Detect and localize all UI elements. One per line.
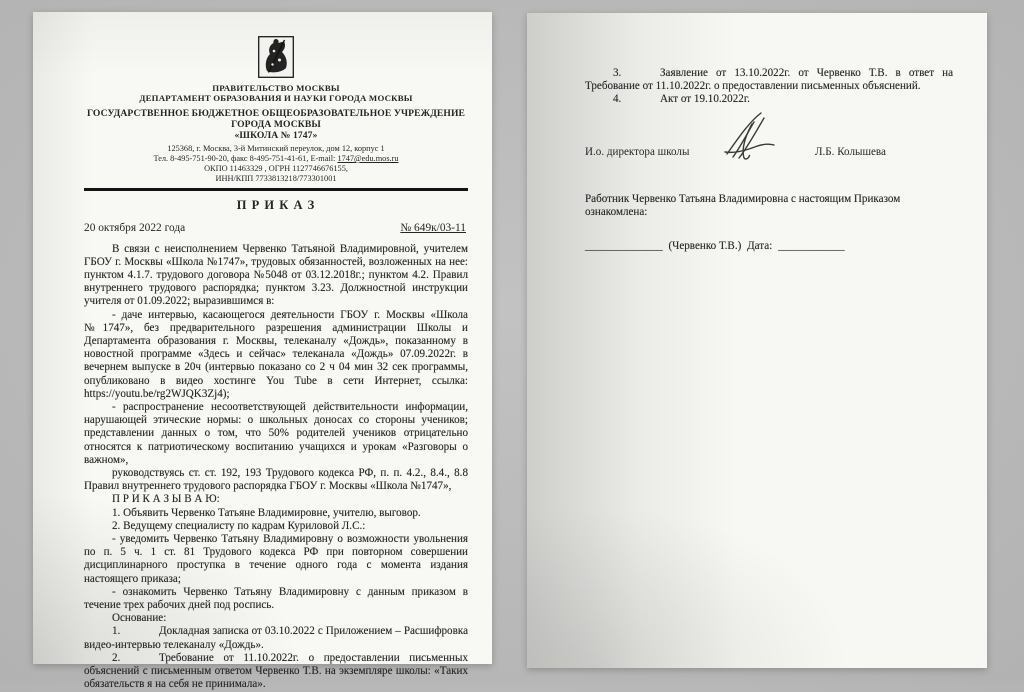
body-paragraph: руководствуясь ст. ст. 192, 193 Трудового кодекса РФ, п. п. 4.2., 8.4., 8.8 Правил внутреннего трудового распорядка ГБОУ г. Москвы «Школа №1747», [84,467,468,493]
basis-item-number: 2. [112,651,121,664]
acknowledgment-sign-line [585,240,953,253]
body-paragraph: 2. Ведущему специалисту по кадрам Куриловой Л.С.: [112,519,366,532]
body-paragraph: В связи с неисполнением Червенко Татьяной Владимировной, учителем ГБОУ г. Москвы «Школа №1747», трудовых обязанностей, возложенных на нее: пунктом 4.1.7. трудового договора №5048 от 03.12.2018г.; пунктом 4.2. Правил внутреннего трудового распорядка; пунктом 3.23. Должностной инструкции учителя от 01.09.2022; выразившимся в: [84,242,468,308]
org-name-line-1: ГОСУДАРСТВЕННОЕ БЮДЖЕТНОЕ ОБЩЕОБРАЗОВАТЕЛЬНОЕ УЧРЕЖДЕНИЕ [86,108,466,119]
order-verb-line: П Р И К А З Ы В А Ю: [112,493,220,506]
basis-item [585,93,953,106]
document-page-2 [527,13,987,668]
date-label: Дата: [747,240,773,253]
date-number-row [84,222,468,234]
org-name-line-2: ГОРОДА МОСКВЫ [231,119,321,130]
body-paragraph: - распространение несоответствующей действительности информации, нарушающей этические нормы: о школьных доносах со стороны учеников; представлении данных о том, что 50% родителей учеников отрицательно относятся к патриотическому воспитанию учащихся и урокам «Разговоры о важном», [84,401,468,466]
signature-block [585,146,953,162]
order-body [84,243,468,692]
org-codes-line-1: ОКПО 11463329 , ОГРН 1127746676155, [204,164,348,173]
order-title: П Р И К А З [236,197,316,212]
signature-blank: ______________ [585,240,663,253]
basis-item [585,67,953,93]
org-address: 125368, г. Москва, 3-й Митинский переулок, дом 12, корпус 1 [167,144,385,153]
date-blank: ____________ [778,240,845,253]
basis-item [84,625,468,651]
basis-item-number: 4. [613,93,622,106]
org-codes-line-2: ИНН/КПП 7733813218/773301001 [215,174,337,183]
basis-item [84,652,468,692]
order-number: № 649к/03-11 [400,221,466,234]
body-paragraph: - уведомить Червенко Татьяну Владимировну о возможности увольнения по п. 5 ч. 1 ст. 81 Трудового кодекса РФ при повторном совершении дисциплинарного проступка в течение одного года с момента издания настоящего приказа; [84,533,468,585]
document-page-1 [33,12,492,691]
basis-item-text: Заявление от 13.10.2022г. от Червенко Т.В. в ответ на Требование от 11.10.2022г. о предоставлении письменных объяснений. [585,67,953,93]
basis-item-text: Докладная записка от 03.10.2022 с Приложением – Расшифровка видео-интервью телеканалу «Дождь». [84,625,468,651]
header-divider [84,188,468,191]
body-paragraph: 1. Объявить Червенко Татьяне Владимировне, учителю, выговор. [112,506,421,519]
body-paragraph: - даче интервью, касающегося деятельности ГБОУ г. Москвы «Школа №1747», без предварительного разрешения администрации Школы и Департамента образования г. Москвы, телеканалу «Дождь», показанному в новостной программе «Здесь и сейчас» телеканала «Дождь» 07.09.2022г. в вечернем выпуске в 20ч (интервью показано со 2 ч 04 мин 32 сек программы, опубликовано в видео хостинге You Tube в сети Интернет, ссылка: https://youtu.be/rg2WJQK3Zj4); [84,308,468,400]
authority-line-2: ДЕПАРТАМЕНТ ОБРАЗОВАНИЯ И НАУКИ ГОРОДА МОСКВЫ [139,93,413,103]
phone-fax-text: Тел. 8-495-751-90-20, факс 8-495-751-41-61, E-mail: [153,154,338,163]
org-name-line-3: «ШКОЛА № 1747» [234,130,318,141]
emblem-container [84,36,468,80]
basis-item-number: 3. [613,67,622,79]
body-paragraph: - ознакомить Червенко Татьяну Владимировну с данным приказом в течение трех рабочих дней под роспись. [84,585,468,612]
signer-name: Л.Б. Колышева [815,145,886,158]
authority-line-1: ПРАВИТЕЛЬСТВО МОСКВЫ [212,83,340,93]
ack-name: (Червенко Т.В.) [668,240,742,253]
order-date: 20 октября 2022 года [84,221,186,234]
basis-item-number: 1. [112,625,121,638]
basis-title: Основание: [112,612,167,625]
email-link: 1747@edu.mos.ru [337,154,399,163]
basis-item-text: Акт от 19.10.2022г. [660,93,750,106]
moscow-coat-of-arms-icon [258,36,294,78]
acknowledgment-text: Работник Червенко Татьяна Владимировна с настоящим Приказом ознакомлена: [585,192,901,218]
org-contacts [84,154,468,163]
basis-item-text: Требование от 11.10.2022г. о предоставлении письменных объяснений с письменным ответом Червенко Т.В. на экземпляре школы: «Таких обязательств я на себя не принимала». [84,651,468,691]
signer-role: И.о. директора школы [585,145,690,158]
signature-scribble-icon [721,110,779,162]
